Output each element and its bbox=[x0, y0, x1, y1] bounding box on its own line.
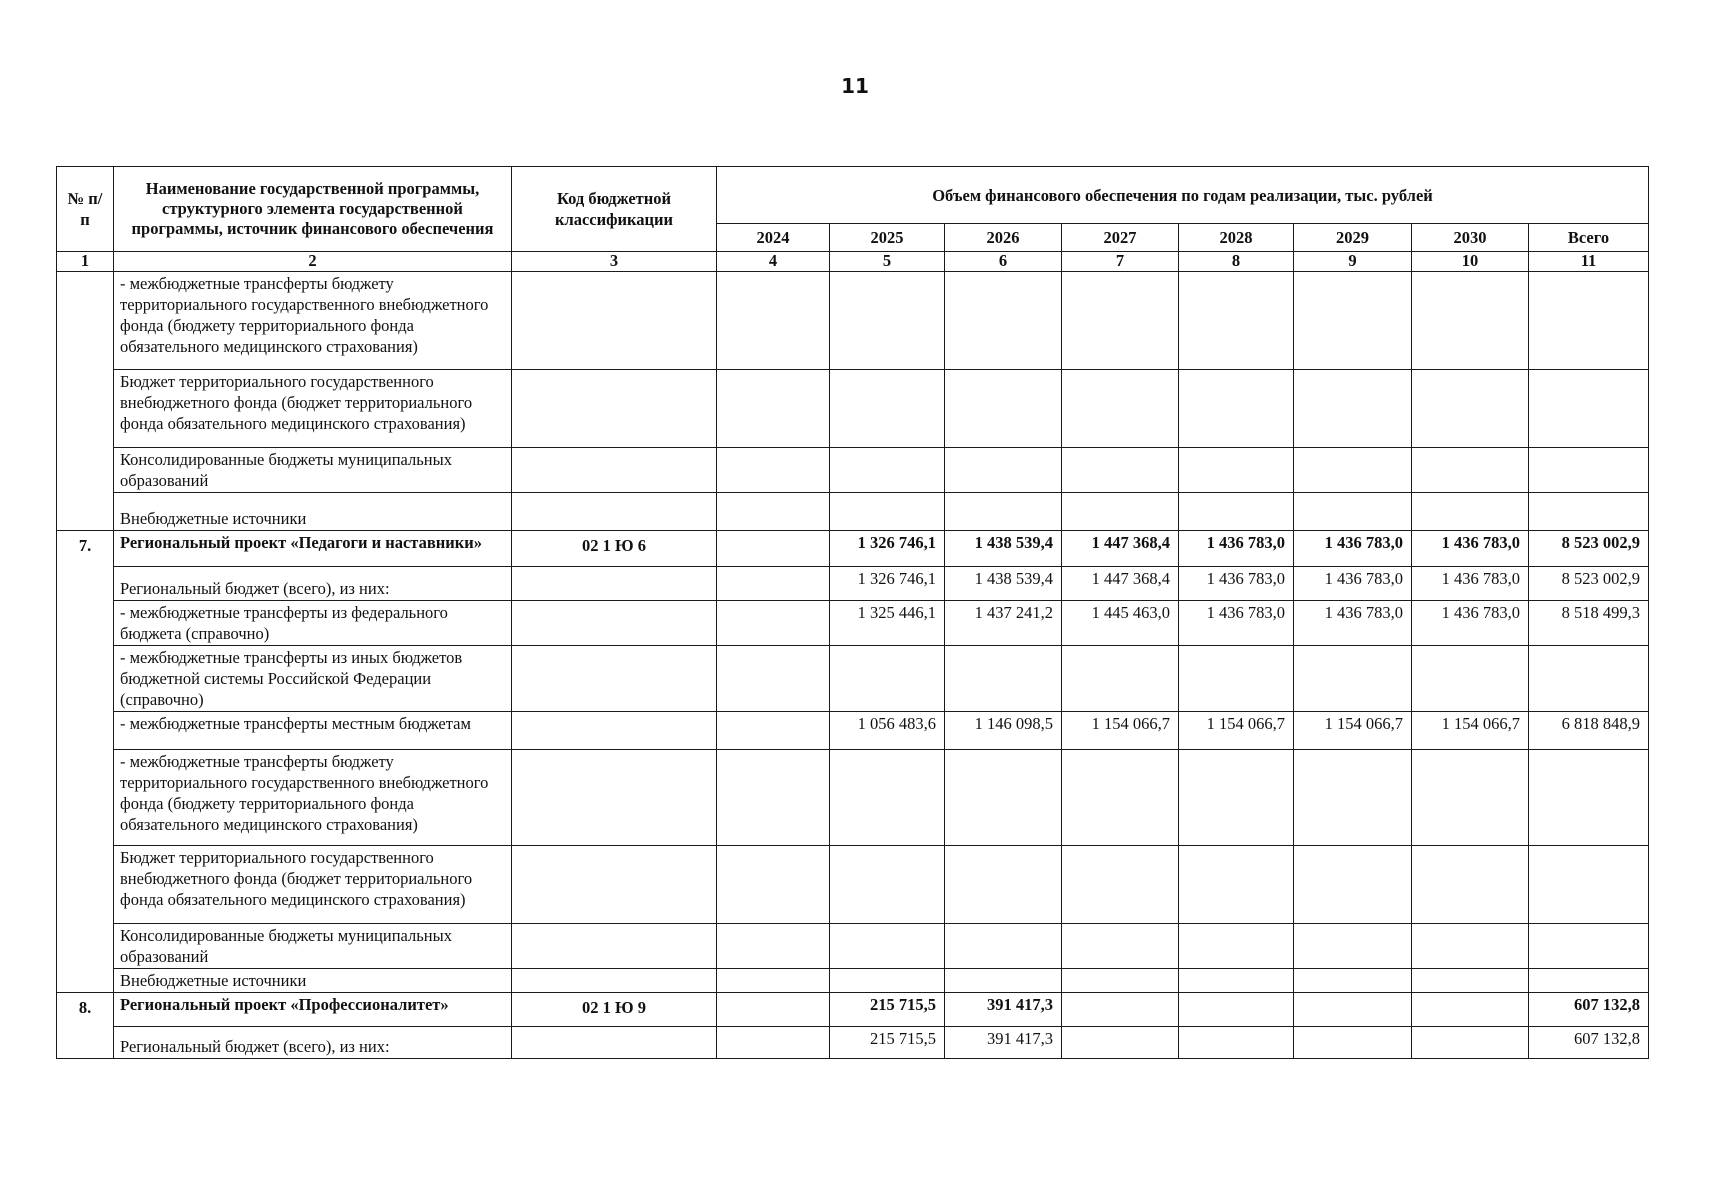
value-year-2025: 1 326 746,1 bbox=[830, 531, 945, 567]
value-year-2028 bbox=[1179, 1027, 1294, 1059]
value-year-2030: 1 436 783,0 bbox=[1412, 531, 1529, 567]
value-year-2027: 1 154 066,7 bbox=[1062, 712, 1179, 750]
value-year-2029 bbox=[1294, 646, 1412, 712]
value-year-2026: 391 417,3 bbox=[945, 993, 1062, 1027]
value-year-2025 bbox=[830, 272, 945, 370]
value-year-2028: 1 154 066,7 bbox=[1179, 712, 1294, 750]
value-year-2028 bbox=[1179, 846, 1294, 924]
value-year-2027: 1 445 463,0 bbox=[1062, 601, 1179, 646]
value-year-2029: 1 436 783,0 bbox=[1294, 531, 1412, 567]
value-year-2030: 1 154 066,7 bbox=[1412, 712, 1529, 750]
column-number: 3 bbox=[512, 252, 717, 272]
table-header bbox=[57, 167, 1649, 252]
value-year-2030: 1 436 783,0 bbox=[1412, 567, 1529, 601]
budget-code bbox=[512, 1027, 717, 1059]
source-name: - межбюджетные трансферты бюджету территориального государственного внебюджетного фонда (бюджету территориального фонда обязательного медицинского страхования) bbox=[114, 750, 512, 846]
value-total bbox=[1529, 846, 1649, 924]
value-year-2024 bbox=[717, 846, 830, 924]
value-year-2024 bbox=[717, 750, 830, 846]
value-total bbox=[1529, 272, 1649, 370]
value-year-2027 bbox=[1062, 646, 1179, 712]
column-number: 4 bbox=[717, 252, 830, 272]
column-number: 1 bbox=[57, 252, 114, 272]
value-year-2029 bbox=[1294, 493, 1412, 531]
value-total: 8 523 002,9 bbox=[1529, 567, 1649, 601]
value-year-2027 bbox=[1062, 924, 1179, 969]
column-number: 8 bbox=[1179, 252, 1294, 272]
project-name: Региональный проект «Профессионалитет» bbox=[114, 993, 512, 1027]
value-year-2028 bbox=[1179, 750, 1294, 846]
value-year-2026 bbox=[945, 272, 1062, 370]
value-year-2025: 1 056 483,6 bbox=[830, 712, 945, 750]
budget-code bbox=[512, 601, 717, 646]
header-total: Всего bbox=[1529, 224, 1649, 252]
value-total: 607 132,8 bbox=[1529, 1027, 1649, 1059]
header-year: 2024 bbox=[717, 224, 830, 252]
value-year-2030 bbox=[1412, 924, 1529, 969]
value-total bbox=[1529, 370, 1649, 448]
budget-code bbox=[512, 272, 717, 370]
value-year-2024 bbox=[717, 993, 830, 1027]
value-year-2029 bbox=[1294, 448, 1412, 493]
value-year-2026: 1 438 539,4 bbox=[945, 531, 1062, 567]
value-year-2025: 215 715,5 bbox=[830, 1027, 945, 1059]
budget-code: 02 1 Ю 9 bbox=[512, 993, 717, 1027]
value-year-2030 bbox=[1412, 493, 1529, 531]
header-year: 2026 bbox=[945, 224, 1062, 252]
table-row bbox=[57, 646, 1649, 712]
value-year-2025 bbox=[830, 969, 945, 993]
value-year-2028 bbox=[1179, 646, 1294, 712]
value-year-2024 bbox=[717, 370, 830, 448]
row-number bbox=[57, 272, 114, 531]
value-year-2030 bbox=[1412, 370, 1529, 448]
value-year-2027 bbox=[1062, 846, 1179, 924]
column-number: 7 bbox=[1062, 252, 1179, 272]
column-numbering bbox=[57, 252, 1649, 272]
value-total: 8 518 499,3 bbox=[1529, 601, 1649, 646]
value-year-2029 bbox=[1294, 750, 1412, 846]
source-name: Внебюджетные источники bbox=[114, 493, 512, 531]
budget-code bbox=[512, 493, 717, 531]
value-year-2025: 1 325 446,1 bbox=[830, 601, 945, 646]
value-year-2024 bbox=[717, 1027, 830, 1059]
value-year-2029: 1 436 783,0 bbox=[1294, 567, 1412, 601]
value-year-2028 bbox=[1179, 448, 1294, 493]
budget-code bbox=[512, 567, 717, 601]
table-row bbox=[57, 272, 1649, 370]
value-year-2028: 1 436 783,0 bbox=[1179, 531, 1294, 567]
value-year-2027 bbox=[1062, 272, 1179, 370]
value-year-2028 bbox=[1179, 370, 1294, 448]
value-year-2027 bbox=[1062, 993, 1179, 1027]
header-year: 2027 bbox=[1062, 224, 1179, 252]
value-total: 607 132,8 bbox=[1529, 993, 1649, 1027]
value-year-2024 bbox=[717, 272, 830, 370]
value-year-2028 bbox=[1179, 969, 1294, 993]
value-year-2024 bbox=[717, 567, 830, 601]
value-year-2024 bbox=[717, 646, 830, 712]
source-name: Бюджет территориального государственного внебюджетного фонда (бюджет территориального фонда обязательного медицинского страхования) bbox=[114, 370, 512, 448]
table-row bbox=[57, 601, 1649, 646]
header-year: 2030 bbox=[1412, 224, 1529, 252]
value-year-2025 bbox=[830, 493, 945, 531]
value-year-2024 bbox=[717, 493, 830, 531]
value-year-2027 bbox=[1062, 1027, 1179, 1059]
value-year-2024 bbox=[717, 448, 830, 493]
value-year-2025 bbox=[830, 924, 945, 969]
value-year-2029 bbox=[1294, 1027, 1412, 1059]
column-number: 2 bbox=[114, 252, 512, 272]
value-year-2027 bbox=[1062, 448, 1179, 493]
budget-code bbox=[512, 924, 717, 969]
value-year-2026: 391 417,3 bbox=[945, 1027, 1062, 1059]
value-year-2024 bbox=[717, 969, 830, 993]
budget-code bbox=[512, 448, 717, 493]
value-year-2028: 1 436 783,0 bbox=[1179, 567, 1294, 601]
table-body bbox=[57, 272, 1649, 1059]
budget-code: 02 1 Ю 6 bbox=[512, 531, 717, 567]
value-year-2028: 1 436 783,0 bbox=[1179, 601, 1294, 646]
source-name: Региональный бюджет (всего), из них: bbox=[114, 1027, 512, 1059]
header-year: 2029 bbox=[1294, 224, 1412, 252]
value-total: 6 818 848,9 bbox=[1529, 712, 1649, 750]
value-year-2029 bbox=[1294, 924, 1412, 969]
source-name: - межбюджетные трансферты бюджету территориального государственного внебюджетного фонда (бюджету территориального фонда обязательного медицинского страхования) bbox=[114, 272, 512, 370]
value-year-2025: 1 326 746,1 bbox=[830, 567, 945, 601]
value-year-2028 bbox=[1179, 993, 1294, 1027]
header-num: № п/п bbox=[57, 167, 114, 252]
value-year-2029 bbox=[1294, 370, 1412, 448]
table-row bbox=[57, 750, 1649, 846]
value-year-2026 bbox=[945, 646, 1062, 712]
table-row bbox=[57, 493, 1649, 531]
budget-code bbox=[512, 646, 717, 712]
value-year-2026 bbox=[945, 493, 1062, 531]
value-year-2028 bbox=[1179, 924, 1294, 969]
value-total: 8 523 002,9 bbox=[1529, 531, 1649, 567]
table-row bbox=[57, 993, 1649, 1027]
column-number: 5 bbox=[830, 252, 945, 272]
value-year-2026 bbox=[945, 750, 1062, 846]
value-year-2029 bbox=[1294, 993, 1412, 1027]
value-year-2027 bbox=[1062, 370, 1179, 448]
value-year-2026: 1 437 241,2 bbox=[945, 601, 1062, 646]
value-year-2026 bbox=[945, 370, 1062, 448]
value-year-2024 bbox=[717, 712, 830, 750]
value-year-2026: 1 146 098,5 bbox=[945, 712, 1062, 750]
value-year-2025 bbox=[830, 448, 945, 493]
value-year-2025 bbox=[830, 846, 945, 924]
header-year: 2028 bbox=[1179, 224, 1294, 252]
source-name: Консолидированные бюджеты муниципальных образований bbox=[114, 448, 512, 493]
column-number: 10 bbox=[1412, 252, 1529, 272]
header-year: 2025 bbox=[830, 224, 945, 252]
value-total bbox=[1529, 448, 1649, 493]
value-total bbox=[1529, 969, 1649, 993]
value-total bbox=[1529, 646, 1649, 712]
funding-table bbox=[56, 166, 1649, 1059]
value-year-2026: 1 438 539,4 bbox=[945, 567, 1062, 601]
table-row bbox=[57, 1027, 1649, 1059]
project-name: Региональный проект «Педагоги и наставники» bbox=[114, 531, 512, 567]
value-year-2029 bbox=[1294, 846, 1412, 924]
header-code: Код бюджетной классификации bbox=[512, 167, 717, 252]
value-year-2030 bbox=[1412, 1027, 1529, 1059]
source-name: Бюджет территориального государственного внебюджетного фонда (бюджет территориального фонда обязательного медицинского страхования) bbox=[114, 846, 512, 924]
value-year-2029: 1 154 066,7 bbox=[1294, 712, 1412, 750]
table-row bbox=[57, 448, 1649, 493]
value-year-2030 bbox=[1412, 646, 1529, 712]
column-number: 9 bbox=[1294, 252, 1412, 272]
value-year-2024 bbox=[717, 924, 830, 969]
budget-code bbox=[512, 969, 717, 993]
value-total bbox=[1529, 750, 1649, 846]
value-year-2026 bbox=[945, 969, 1062, 993]
value-year-2030 bbox=[1412, 993, 1529, 1027]
budget-code bbox=[512, 712, 717, 750]
row-number: 7. bbox=[57, 531, 114, 993]
value-year-2029 bbox=[1294, 969, 1412, 993]
header-name: Наименование государственной программы, структурного элемента государственной программы, источник финансового обеспечения bbox=[114, 167, 512, 252]
source-name: Внебюджетные источники bbox=[114, 969, 512, 993]
value-year-2028 bbox=[1179, 493, 1294, 531]
value-year-2027: 1 447 368,4 bbox=[1062, 567, 1179, 601]
value-year-2030 bbox=[1412, 750, 1529, 846]
table-row bbox=[57, 969, 1649, 993]
value-year-2030 bbox=[1412, 969, 1529, 993]
table-row bbox=[57, 712, 1649, 750]
column-number: 6 bbox=[945, 252, 1062, 272]
value-year-2024 bbox=[717, 601, 830, 646]
value-year-2027 bbox=[1062, 750, 1179, 846]
value-total bbox=[1529, 493, 1649, 531]
source-name: - межбюджетные трансферты из иных бюджетов бюджетной системы Российской Федерации (справочно) bbox=[114, 646, 512, 712]
value-year-2025: 215 715,5 bbox=[830, 993, 945, 1027]
source-name: Консолидированные бюджеты муниципальных образований bbox=[114, 924, 512, 969]
value-year-2026 bbox=[945, 924, 1062, 969]
value-year-2025 bbox=[830, 646, 945, 712]
source-name: Региональный бюджет (всего), из них: bbox=[114, 567, 512, 601]
value-year-2025 bbox=[830, 750, 945, 846]
value-year-2030: 1 436 783,0 bbox=[1412, 601, 1529, 646]
value-year-2030 bbox=[1412, 272, 1529, 370]
value-year-2027: 1 447 368,4 bbox=[1062, 531, 1179, 567]
table-row bbox=[57, 924, 1649, 969]
value-year-2028 bbox=[1179, 272, 1294, 370]
value-year-2024 bbox=[717, 531, 830, 567]
source-name: - межбюджетные трансферты из федерального бюджета (справочно) bbox=[114, 601, 512, 646]
table-row bbox=[57, 531, 1649, 567]
header-funding: Объем финансового обеспечения по годам реализации, тыс. рублей bbox=[717, 167, 1649, 224]
value-year-2026 bbox=[945, 846, 1062, 924]
value-year-2026 bbox=[945, 448, 1062, 493]
value-year-2029 bbox=[1294, 272, 1412, 370]
column-number: 11 bbox=[1529, 252, 1649, 272]
source-name: - межбюджетные трансферты местным бюджетам bbox=[114, 712, 512, 750]
value-year-2025 bbox=[830, 370, 945, 448]
page-number: 11 bbox=[841, 74, 869, 98]
value-year-2030 bbox=[1412, 846, 1529, 924]
budget-code bbox=[512, 846, 717, 924]
table-row bbox=[57, 567, 1649, 601]
row-number: 8. bbox=[57, 993, 114, 1059]
value-year-2030 bbox=[1412, 448, 1529, 493]
budget-code bbox=[512, 370, 717, 448]
value-total bbox=[1529, 924, 1649, 969]
value-year-2027 bbox=[1062, 969, 1179, 993]
value-year-2027 bbox=[1062, 493, 1179, 531]
table-row bbox=[57, 370, 1649, 448]
value-year-2029: 1 436 783,0 bbox=[1294, 601, 1412, 646]
budget-code bbox=[512, 750, 717, 846]
table-row bbox=[57, 846, 1649, 924]
